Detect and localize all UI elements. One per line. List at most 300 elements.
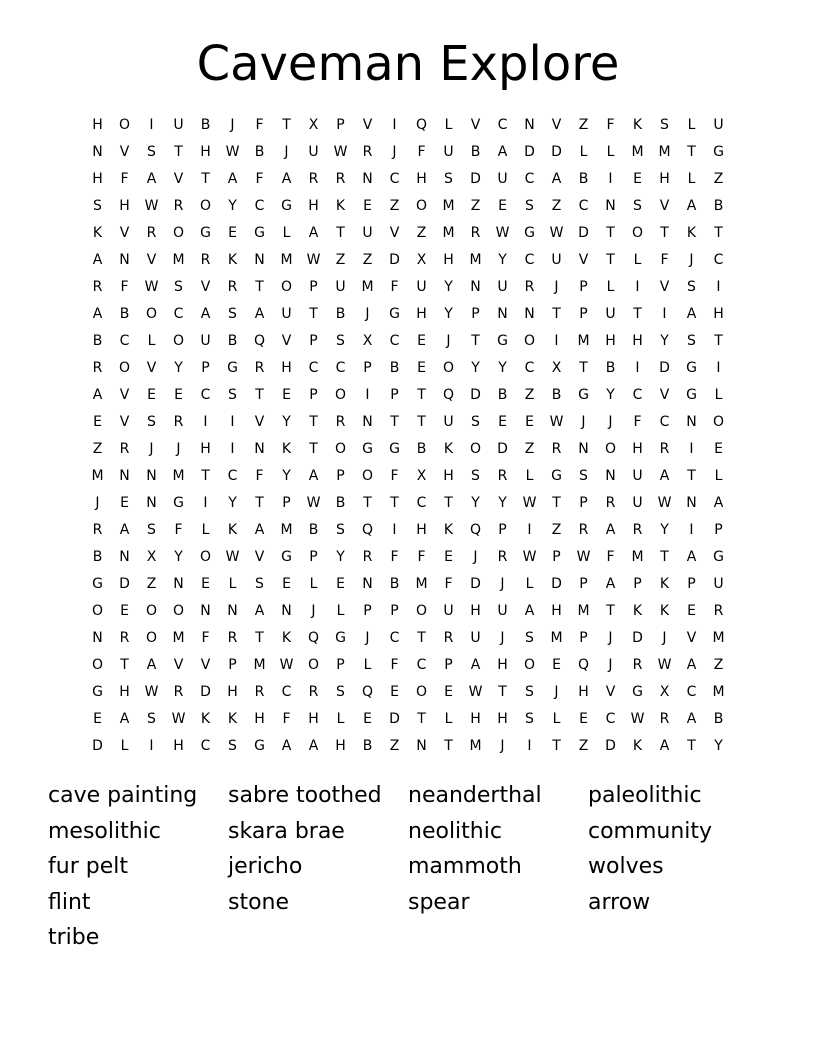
grid-letter: K <box>281 630 292 646</box>
grid-letter: H <box>173 738 184 754</box>
grid-letter: L <box>525 468 534 484</box>
grid-letter: E <box>363 198 372 214</box>
grid-letter: T <box>660 549 669 565</box>
grid-letter: W <box>144 198 159 214</box>
grid-row <box>84 301 732 328</box>
grid-letter: H <box>119 684 130 700</box>
grid-letter: O <box>712 414 725 430</box>
grid-letter: T <box>174 144 183 160</box>
grid-letter: C <box>200 738 211 754</box>
grid-letter: P <box>552 549 561 565</box>
grid-letter: N <box>605 198 616 214</box>
grid-letter: C <box>632 387 643 403</box>
grid-letter: H <box>308 711 319 727</box>
grid-letter: J <box>689 252 694 268</box>
grid-letter: B <box>713 198 724 214</box>
grid-letter: H <box>497 711 508 727</box>
grid-letter: W <box>657 657 672 673</box>
grid-letter: W <box>630 711 645 727</box>
grid-letter: U <box>497 171 508 187</box>
grid-letter: O <box>91 603 104 619</box>
grid-letter: N <box>362 171 373 187</box>
grid-letter: M <box>442 225 455 241</box>
grid-letter: J <box>608 657 613 673</box>
grid-letter: W <box>306 252 321 268</box>
grid-letter: Q <box>577 657 590 673</box>
grid-letter: T <box>255 495 264 511</box>
grid-letter: P <box>363 360 372 376</box>
grid-letter: T <box>417 630 426 646</box>
grid-row <box>84 382 732 409</box>
grid-letter: R <box>335 171 346 187</box>
grid-letter: L <box>687 171 696 187</box>
grid-letter: Z <box>578 738 589 754</box>
grid-letter: A <box>605 522 616 538</box>
word-list-item: sabre toothed <box>228 783 382 808</box>
grid-letter: N <box>578 441 589 457</box>
grid-letter: R <box>254 684 265 700</box>
grid-letter: R <box>551 441 562 457</box>
grid-letter: I <box>635 360 640 376</box>
grid-letter: C <box>524 360 535 376</box>
grid-row <box>84 247 732 274</box>
grid-letter: B <box>497 387 508 403</box>
grid-letter: I <box>608 171 613 187</box>
grid-letter: Z <box>551 198 562 214</box>
grid-letter: E <box>687 603 696 619</box>
grid-letter: V <box>146 360 157 376</box>
grid-letter: H <box>227 684 238 700</box>
grid-letter: U <box>713 576 724 592</box>
grid-letter: O <box>307 657 320 673</box>
grid-letter: Q <box>307 630 320 646</box>
grid-letter: O <box>523 333 536 349</box>
grid-letter: N <box>524 117 535 133</box>
grid-letter: E <box>228 225 237 241</box>
grid-letter: Y <box>714 738 723 754</box>
grid-letter: K <box>200 711 211 727</box>
grid-letter: Z <box>416 225 427 241</box>
grid-letter: Q <box>415 117 428 133</box>
grid-letter: E <box>147 387 156 403</box>
grid-letter: M <box>91 468 104 484</box>
grid-letter: R <box>308 684 319 700</box>
grid-letter: B <box>470 144 481 160</box>
grid-letter: S <box>525 198 534 214</box>
grid-letter: S <box>579 468 588 484</box>
grid-letter: W <box>549 414 564 430</box>
grid-letter: E <box>93 414 102 430</box>
grid-letter: N <box>119 468 130 484</box>
grid-letter: I <box>689 441 694 457</box>
grid-letter: K <box>443 441 454 457</box>
grid-letter: G <box>254 225 265 241</box>
grid-letter: F <box>201 630 210 646</box>
grid-letter: G <box>281 198 292 214</box>
grid-letter: I <box>635 279 640 295</box>
word-list-item: jericho <box>228 854 303 879</box>
grid-letter: V <box>200 657 211 673</box>
grid-letter: B <box>389 360 400 376</box>
grid-letter: T <box>552 738 561 754</box>
grid-letter: D <box>389 711 400 727</box>
grid-letter: X <box>551 360 562 376</box>
grid-letter: W <box>576 549 591 565</box>
grid-letter: S <box>228 306 237 322</box>
grid-letter: R <box>524 279 535 295</box>
grid-letter: O <box>172 225 185 241</box>
grid-letter: V <box>281 333 292 349</box>
grid-letter: L <box>120 738 129 754</box>
grid-letter: C <box>524 252 535 268</box>
grid-letter: R <box>605 495 616 511</box>
grid-letter: C <box>119 333 130 349</box>
grid-letter: F <box>606 549 615 565</box>
grid-letter: J <box>500 576 505 592</box>
grid-letter: D <box>200 684 211 700</box>
grid-letter: R <box>173 198 184 214</box>
grid-letter: T <box>687 738 696 754</box>
word-list-item: stone <box>228 889 290 915</box>
grid-letter: B <box>362 738 373 754</box>
grid-letter: O <box>199 549 212 565</box>
grid-letter: I <box>554 333 559 349</box>
grid-letter: T <box>444 495 453 511</box>
grid-letter: Y <box>471 495 480 511</box>
grid-letter: V <box>254 549 265 565</box>
grid-letter: J <box>392 144 397 160</box>
grid-letter: R <box>227 630 238 646</box>
grid-letter: E <box>174 387 183 403</box>
grid-letter: J <box>608 414 613 430</box>
grid-letter: L <box>282 225 291 241</box>
grid-letter: N <box>497 306 508 322</box>
grid-letter: J <box>365 306 370 322</box>
grid-letter: C <box>173 306 184 322</box>
grid-letter: B <box>200 117 211 133</box>
grid-letter: O <box>172 333 185 349</box>
grid-letter: G <box>389 306 400 322</box>
grid-letter: O <box>442 360 455 376</box>
grid-row <box>84 571 732 598</box>
grid-letter: G <box>713 549 724 565</box>
grid-letter: N <box>119 549 130 565</box>
grid-letter: L <box>525 576 534 592</box>
grid-letter: V <box>119 225 130 241</box>
grid-letter: K <box>659 603 670 619</box>
grid-letter: S <box>147 522 156 538</box>
grid-letter: V <box>470 117 481 133</box>
grid-letter: D <box>92 738 103 754</box>
grid-letter: H <box>632 333 643 349</box>
grid-letter: T <box>309 306 318 322</box>
grid-letter: P <box>579 495 588 511</box>
grid-letter: U <box>335 279 346 295</box>
grid-letter: I <box>716 360 721 376</box>
grid-letter: A <box>524 603 535 619</box>
grid-letter: S <box>687 333 696 349</box>
grid-letter: B <box>308 522 319 538</box>
grid-letter: C <box>416 657 427 673</box>
grid-letter: C <box>416 495 427 511</box>
grid-letter: H <box>578 684 589 700</box>
grid-letter: A <box>686 306 697 322</box>
grid-letter: K <box>281 441 292 457</box>
grid-letter: T <box>660 225 669 241</box>
grid-letter: C <box>200 387 211 403</box>
grid-letter: J <box>662 630 667 646</box>
grid-row <box>84 679 732 706</box>
grid-letter: I <box>203 495 208 511</box>
grid-row <box>84 355 732 382</box>
grid-letter: D <box>605 738 616 754</box>
grid-letter: T <box>606 225 615 241</box>
grid-letter: Z <box>146 576 157 592</box>
grid-letter: E <box>633 171 642 187</box>
grid-letter: A <box>146 171 157 187</box>
grid-letter: L <box>552 711 561 727</box>
grid-letter: A <box>605 576 616 592</box>
grid-letter: T <box>417 711 426 727</box>
grid-letter: N <box>470 279 481 295</box>
grid-letter: R <box>497 468 508 484</box>
grid-letter: B <box>119 306 130 322</box>
grid-letter: S <box>228 738 237 754</box>
grid-letter: O <box>415 198 428 214</box>
grid-letter: A <box>551 171 562 187</box>
grid-letter: A <box>200 306 211 322</box>
grid-letter: C <box>281 684 292 700</box>
grid-letter: C <box>254 198 265 214</box>
grid-letter: T <box>255 630 264 646</box>
grid-letter: T <box>201 171 210 187</box>
grid-letter: C <box>686 684 697 700</box>
grid-letter: C <box>524 171 535 187</box>
grid-letter: U <box>173 117 184 133</box>
grid-letter: A <box>254 522 265 538</box>
grid-letter: P <box>228 657 237 673</box>
grid-letter: F <box>390 657 399 673</box>
grid-letter: W <box>144 684 159 700</box>
grid-letter: J <box>284 144 289 160</box>
grid-letter: H <box>416 306 427 322</box>
grid-letter: E <box>201 576 210 592</box>
grid-letter: S <box>471 414 480 430</box>
grid-letter: D <box>524 144 535 160</box>
grid-letter: U <box>632 468 643 484</box>
grid-letter: P <box>471 306 480 322</box>
grid-letter: Z <box>713 171 724 187</box>
grid-letter: A <box>281 171 292 187</box>
grid-letter: O <box>199 198 212 214</box>
grid-letter: T <box>255 279 264 295</box>
grid-letter: A <box>470 657 481 673</box>
grid-letter: E <box>525 414 534 430</box>
grid-letter: I <box>149 738 154 754</box>
grid-letter: B <box>254 144 265 160</box>
page-title: Caveman Explore <box>196 36 620 92</box>
grid-letter: F <box>255 117 264 133</box>
grid-letter: Q <box>361 684 374 700</box>
grid-letter: M <box>361 279 374 295</box>
grid-row <box>84 706 732 733</box>
grid-letter: R <box>92 522 103 538</box>
grid-letter: P <box>336 117 345 133</box>
grid-letter: H <box>443 252 454 268</box>
grid-letter: K <box>686 225 697 241</box>
grid-letter: H <box>659 171 670 187</box>
grid-letter: V <box>659 279 670 295</box>
grid-letter: R <box>497 549 508 565</box>
grid-letter: F <box>390 549 399 565</box>
grid-letter: V <box>389 225 400 241</box>
grid-letter: F <box>660 252 669 268</box>
grid-letter: T <box>444 738 453 754</box>
grid-letter: M <box>658 144 671 160</box>
grid-letter: R <box>146 225 157 241</box>
grid-row <box>84 139 732 166</box>
grid-letter: Z <box>524 441 535 457</box>
grid-letter: N <box>119 252 130 268</box>
grid-letter: H <box>632 441 643 457</box>
grid-letter: F <box>417 549 426 565</box>
grid-letter: O <box>415 603 428 619</box>
grid-letter: P <box>444 657 453 673</box>
word-list-item: community <box>588 818 713 844</box>
grid-letter: P <box>579 630 588 646</box>
grid-letter: T <box>309 414 318 430</box>
grid-letter: R <box>200 252 211 268</box>
grid-letter: J <box>500 630 505 646</box>
grid-letter: K <box>443 522 454 538</box>
grid-letter: A <box>686 549 697 565</box>
grid-letter: A <box>92 252 103 268</box>
grid-row <box>84 733 732 760</box>
grid-letter: H <box>92 117 103 133</box>
grid-letter: F <box>120 171 129 187</box>
word-list-item: paleolithic <box>588 783 702 808</box>
grid-letter: H <box>470 711 481 727</box>
grid-letter: Q <box>469 522 482 538</box>
grid-letter: K <box>659 576 670 592</box>
grid-letter: Y <box>660 333 669 349</box>
grid-letter: Y <box>444 306 453 322</box>
grid-letter: A <box>119 522 130 538</box>
grid-letter: T <box>363 495 372 511</box>
grid-letter: O <box>361 468 374 484</box>
grid-letter: K <box>227 252 238 268</box>
grid-letter: W <box>171 711 186 727</box>
grid-letter: I <box>230 414 235 430</box>
grid-letter: R <box>659 711 670 727</box>
grid-letter: N <box>254 441 265 457</box>
grid-letter: O <box>118 360 131 376</box>
grid-letter: R <box>92 279 103 295</box>
grid-letter: A <box>227 171 238 187</box>
grid-letter: G <box>335 630 346 646</box>
grid-letter: X <box>146 549 157 565</box>
grid-letter: F <box>282 711 291 727</box>
word-list <box>48 778 768 956</box>
grid-letter: H <box>551 603 562 619</box>
grid-letter: M <box>577 603 590 619</box>
grid-letter: R <box>443 630 454 646</box>
grid-letter: V <box>605 684 616 700</box>
grid-letter: Y <box>228 198 237 214</box>
grid-letter: K <box>632 117 643 133</box>
grid-letter: W <box>657 495 672 511</box>
grid-letter: F <box>417 144 426 160</box>
grid-letter: E <box>120 603 129 619</box>
grid-letter: F <box>606 117 615 133</box>
grid-letter: D <box>497 441 508 457</box>
grid-letter: Y <box>660 522 669 538</box>
grid-letter: Y <box>174 549 183 565</box>
word-list-item: arrow <box>588 889 651 915</box>
grid-letter: B <box>335 495 346 511</box>
grid-letter: H <box>497 657 508 673</box>
grid-letter: D <box>632 630 643 646</box>
grid-letter: P <box>390 603 399 619</box>
grid-letter: J <box>473 549 478 565</box>
grid-letter: E <box>93 711 102 727</box>
grid-letter: L <box>336 603 345 619</box>
grid-letter: E <box>552 657 561 673</box>
grid-letter: S <box>687 279 696 295</box>
word-list-item: mammoth <box>408 854 522 879</box>
grid-letter: P <box>579 279 588 295</box>
grid-letter: P <box>363 603 372 619</box>
grid-letter: C <box>389 630 400 646</box>
grid-letter: V <box>119 414 130 430</box>
grid-letter: W <box>495 225 510 241</box>
grid-letter: B <box>92 549 103 565</box>
grid-letter: J <box>95 495 100 511</box>
grid-letter: N <box>92 630 103 646</box>
grid-letter: P <box>579 306 588 322</box>
grid-letter: P <box>336 657 345 673</box>
grid-letter: P <box>282 495 291 511</box>
grid-letter: S <box>147 711 156 727</box>
grid-letter: R <box>308 171 319 187</box>
grid-letter: S <box>471 468 480 484</box>
grid-letter: E <box>714 441 723 457</box>
grid-letter: Q <box>253 333 266 349</box>
grid-letter: A <box>686 198 697 214</box>
grid-letter: T <box>714 333 723 349</box>
grid-letter: N <box>200 603 211 619</box>
grid-letter: N <box>416 738 427 754</box>
grid-letter: U <box>362 225 373 241</box>
grid-letter: C <box>227 468 238 484</box>
grid-letter: V <box>659 198 670 214</box>
grid-letter: C <box>308 360 319 376</box>
grid-letter: S <box>336 684 345 700</box>
grid-letter: M <box>172 252 185 268</box>
grid-letter: T <box>120 657 129 673</box>
grid-letter: W <box>549 225 564 241</box>
grid-letter: L <box>687 117 696 133</box>
grid-letter: C <box>389 171 400 187</box>
grid-letter: M <box>172 630 185 646</box>
grid-letter: G <box>632 684 643 700</box>
grid-letter: G <box>227 360 238 376</box>
grid-letter: V <box>173 657 184 673</box>
word-list-item: fur pelt <box>48 854 128 879</box>
grid-letter: W <box>225 549 240 565</box>
grid-letter: O <box>145 630 158 646</box>
grid-letter: U <box>443 414 454 430</box>
